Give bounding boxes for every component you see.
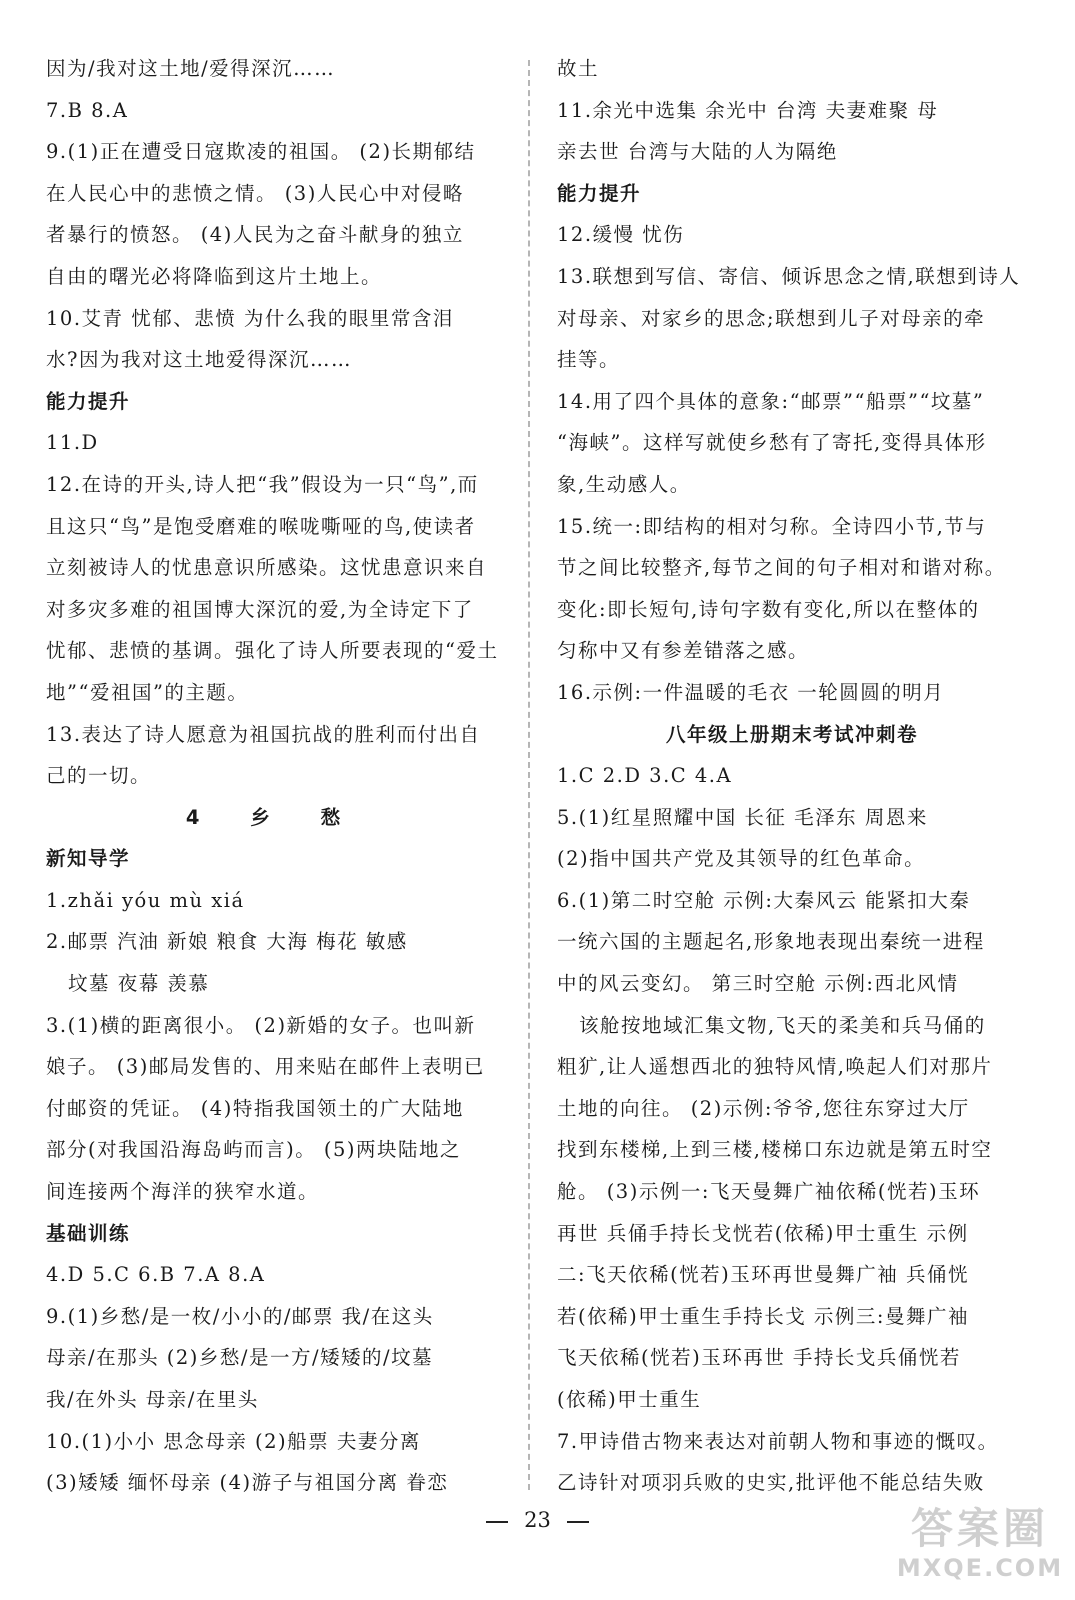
text-line: 再世 兵俑手持长戈恍若(依稀)甲士重生 示例 bbox=[557, 1221, 969, 1245]
section-title: 4 乡 愁 bbox=[185, 805, 363, 829]
text-line: 若(依稀)甲士重生手持长戈 示例三:曼舞广袖 bbox=[557, 1304, 969, 1328]
text-line: 地”“爱祖国”的主题。 bbox=[46, 680, 249, 704]
text-line: 找到东楼梯,上到三楼,楼梯口东边就是第五时空 bbox=[557, 1138, 993, 1162]
text-line: 对母亲、对家乡的思念;联想到儿子对母亲的牵 bbox=[557, 306, 986, 330]
text-line: 7.B 8.A bbox=[46, 98, 129, 122]
text-line: 忧郁、悲愤的基调。强化了诗人所要表现的“爱土 bbox=[46, 639, 499, 663]
watermark bbox=[891, 1504, 1069, 1596]
text-line: (依稀)甲士重生 bbox=[557, 1388, 702, 1411]
text-line: 间连接两个海洋的狭窄水道。 bbox=[46, 1180, 320, 1204]
text-line: 13.联想到写信、寄信、倾诉思念之情,联想到诗人 bbox=[557, 264, 1021, 288]
text-line: 7.甲诗借古物来表达对前朝人物和事迹的慨叹。 bbox=[557, 1429, 999, 1453]
right-column bbox=[557, 48, 1027, 1504]
text-line: 中的风云变幻。 第三时空舱 示例:西北风情 bbox=[557, 972, 959, 996]
text-line: “海峡”。这样写就使乡愁有了寄托,变得具体形 bbox=[557, 431, 987, 455]
text-line: 者暴行的愤怒。 (4)人民为之奋斗献身的独立 bbox=[46, 223, 464, 247]
text-line: 水?因为我对这土地爱得深沉…… bbox=[46, 348, 352, 372]
text-line: 节之间比较整齐,每节之间的句子相对和谐对称。 bbox=[557, 556, 1006, 580]
text-line: 土地的向往。 (2)示例:爷爷,您往东穿过大厅 bbox=[557, 1096, 970, 1120]
text-line: 故土 bbox=[557, 57, 600, 80]
text-line: (2)指中国共产党及其领导的红色革命。 bbox=[557, 847, 926, 871]
text-line: 16.示例:一件温暖的毛衣 一轮圆圆的明月 bbox=[557, 680, 945, 704]
text-line: 12.在诗的开头,诗人把“我”假设为一只“鸟”,而 bbox=[46, 472, 479, 496]
text-line: 2.邮票 汽油 新娘 粮食 大海 梅花 敏感 bbox=[46, 930, 408, 954]
text-line: 飞天依稀(恍若)玉环再世 手持长戈兵俑恍若 bbox=[557, 1346, 961, 1370]
section-heading: 能力提升 bbox=[46, 389, 131, 413]
dash-right bbox=[567, 1521, 589, 1523]
text-line: 变化:即长短句,诗句字数有变化,所以在整体的 bbox=[557, 597, 980, 621]
text-line: 6.(1)第二时空舱 示例:大秦风云 能紧扣大秦 bbox=[557, 888, 971, 912]
text-line: 坟墓 夜幕 羡慕 bbox=[68, 972, 210, 996]
text-line: 且这只“鸟”是饱受磨难的喉咙嘶哑的鸟,使读者 bbox=[46, 514, 476, 538]
watermark-logo: 答案圈 bbox=[910, 1504, 1049, 1553]
text-line: 该舱按地域汇集文物,飞天的柔美和兵马俑的 bbox=[579, 1013, 986, 1037]
text-line: 一统六国的主题起名,形象地表现出秦统一进程 bbox=[557, 930, 985, 954]
text-line: 对多灾多难的祖国博大深沉的爱,为全诗定下了 bbox=[46, 597, 474, 621]
text-line: 乙诗针对项羽兵败的史实,批评他不能总结失败 bbox=[557, 1471, 985, 1495]
text-line: 因为/我对这土地/爱得深沉…… bbox=[46, 57, 336, 80]
text-line: 象,生动感人。 bbox=[557, 472, 691, 496]
text-line: 3.(1)横的距离很小。 (2)新婚的女子。也叫新 bbox=[46, 1013, 476, 1037]
watermark-url: MXQE.COM bbox=[896, 1554, 1064, 1582]
text-line: 4.D 5.C 6.B 7.A 8.A bbox=[46, 1263, 266, 1287]
text-line: 亲去世 台湾与大陆的人为隔绝 bbox=[557, 140, 838, 164]
text-line: 9.(1)正在遭受日寇欺凌的祖国。 (2)长期郁结 bbox=[46, 140, 476, 164]
text-line: 挂等。 bbox=[557, 348, 621, 372]
text-line: 1.zhǎi yóu mù xiá bbox=[46, 888, 245, 912]
text-line: 在人民心中的悲愤之情。 (3)人民心中对侵略 bbox=[46, 181, 464, 205]
text-line: 娘子。 (3)邮局发售的、用来贴在邮件上表明已 bbox=[46, 1055, 485, 1079]
text-line: 13.表达了诗人愿意为祖国抗战的胜利而付出自 bbox=[46, 722, 481, 746]
text-line: 粗犷,让人遥想西北的独特风情,唤起人们对那片 bbox=[557, 1055, 993, 1079]
text-line: 母亲/在那头 (2)乡愁/是一方/矮矮的/坟墓 bbox=[46, 1346, 434, 1370]
text-line: 匀称中又有参差错落之感。 bbox=[557, 639, 810, 663]
text-line: 付邮资的凭证。 (4)特指我国领土的广大陆地 bbox=[46, 1096, 464, 1120]
column-divider bbox=[528, 60, 530, 1490]
text-line: 舱。 (3)示例一:飞天曼舞广袖依稀(恍若)玉环 bbox=[557, 1180, 981, 1204]
text-line: 14.用了四个具体的意象:“邮票”“船票”“坟墓” bbox=[557, 389, 985, 413]
page-number-text: 23 bbox=[524, 1508, 551, 1532]
text-line: 10.(1)小小 思念母亲 (2)船票 夫妻分离 bbox=[46, 1429, 421, 1453]
section-title: 八年级上册期末考试冲刺卷 bbox=[665, 722, 918, 746]
left-column bbox=[46, 48, 502, 1504]
dash-left bbox=[486, 1521, 508, 1523]
text-line: 12.缓慢 忧伤 bbox=[557, 223, 685, 247]
text-line: 部分(对我国沿海岛屿而言)。 (5)两块陆地之 bbox=[46, 1138, 462, 1162]
text-line: (3)矮矮 缅怀母亲 (4)游子与祖国分离 眷恋 bbox=[46, 1471, 449, 1495]
text-line: 立刻被诗人的忧患意识所感染。这忧患意识来自 bbox=[46, 556, 488, 580]
text-line: 5.(1)红星照耀中国 长征 毛泽东 周恩来 bbox=[557, 805, 928, 829]
text-line: 自由的曙光必将降临到这片土地上。 bbox=[46, 264, 383, 288]
text-line: 9.(1)乡愁/是一枚/小小的/邮票 我/在这头 bbox=[46, 1304, 434, 1328]
section-heading: 基础训练 bbox=[46, 1221, 131, 1245]
text-line: 1.C 2.D 3.C 4.A bbox=[557, 764, 733, 788]
text-line: 我/在外头 母亲/在里头 bbox=[46, 1388, 259, 1411]
text-line: 15.统一:即结构的相对匀称。全诗四小节,节与 bbox=[557, 514, 987, 538]
text-line: 11.D bbox=[46, 431, 99, 455]
section-heading: 能力提升 bbox=[557, 181, 642, 205]
text-line: 己的一切。 bbox=[46, 764, 152, 788]
section-heading: 新知导学 bbox=[46, 847, 131, 871]
text-line: 11.余光中选集 余光中 台湾 夫妻难聚 母 bbox=[557, 98, 939, 122]
text-line: 二:飞天依稀(恍若)玉环再世曼舞广袖 兵俑恍 bbox=[557, 1263, 969, 1287]
text-line: 10.艾青 忧郁、悲愤 为什么我的眼里常含泪 bbox=[46, 306, 454, 330]
